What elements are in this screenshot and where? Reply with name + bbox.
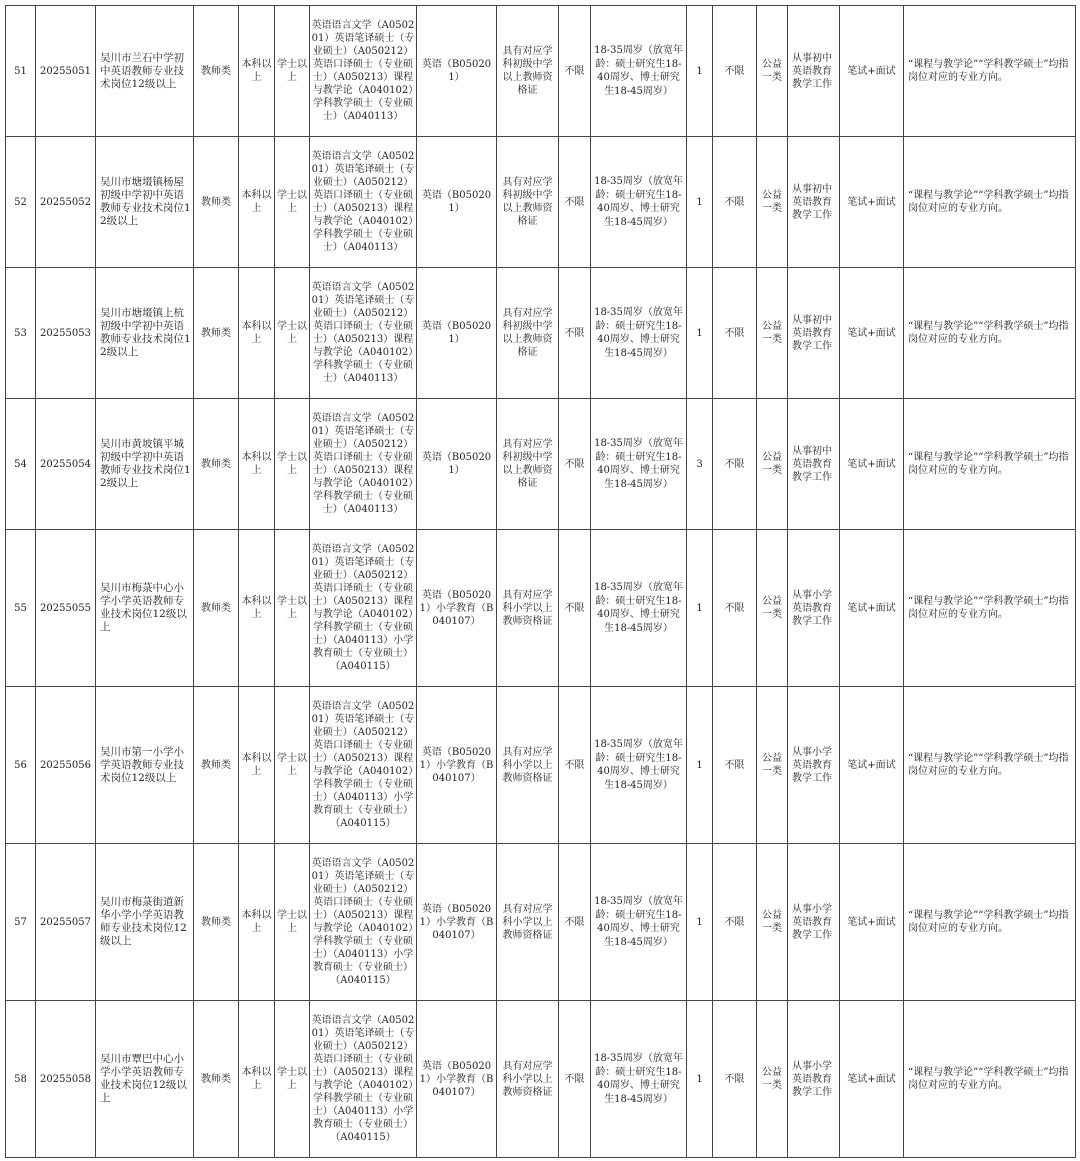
cell-certificate: 具有对应学科小学以上教师资格证: [497, 530, 559, 687]
cell-pos: 吴川市第一小学小学英语教师专业技术岗位12级以上: [96, 687, 194, 844]
cell-code: 20255051: [36, 6, 96, 137]
cell-pos: 吴川市塘㙍镇上杭初级中学初中英语教师专业技术岗位12级以上: [96, 268, 194, 399]
cell-remarks: “课程与教学论”“学科教学硕士”均指岗位对应的专业方向。: [904, 399, 1076, 530]
cell-category: 教师类: [194, 1001, 239, 1158]
cell-degree: 学士以上: [275, 399, 310, 530]
cell-unit-type: 公益一类: [757, 399, 788, 530]
cell-undergrad: 英语（B050201）: [417, 137, 497, 268]
cell-quota: 1: [687, 687, 713, 844]
cell-quota: 3: [687, 399, 713, 530]
cell-exam: 笔试+面试: [840, 530, 904, 687]
cell-other: 不限: [713, 1001, 757, 1158]
cell-major: 英语语言文学（A050201）英语笔译硕士（专业硕士）（A050212）英语口译硕士（专业硕士）（A050213）课程与教学论（A040102）学科教学硕士（专业硕士）（A040113）: [310, 6, 417, 137]
cell-other: 不限: [713, 399, 757, 530]
cell-duties: 从事初中英语教育教学工作: [788, 6, 840, 137]
cell-no: 55: [6, 530, 36, 687]
table-row: [6, 1001, 1076, 1158]
cell-undergrad: 英语（B050201）小学教育（B040107）: [417, 844, 497, 1001]
cell-exam: 笔试+面试: [840, 399, 904, 530]
cell-code: 20255057: [36, 844, 96, 1001]
cell-unit-type: 公益一类: [757, 844, 788, 1001]
cell-category: 教师类: [194, 268, 239, 399]
cell-code: 20255055: [36, 530, 96, 687]
cell-degree: 学士以上: [275, 137, 310, 268]
cell-duties: 从事小学英语教育教学工作: [788, 530, 840, 687]
cell-education: 本科以上: [239, 687, 275, 844]
cell-major: 英语语言文学（A050201）英语笔译硕士（专业硕士）（A050212）英语口译硕士（专业硕士）（A050213）课程与教学论（A040102）学科教学硕士（专业硕士）（A040113）: [310, 268, 417, 399]
cell-education: 本科以上: [239, 1001, 275, 1158]
cell-remarks: “课程与教学论”“学科教学硕士”均指岗位对应的专业方向。: [904, 1001, 1076, 1158]
cell-duties: 从事初中英语教育教学工作: [788, 399, 840, 530]
cell-education: 本科以上: [239, 137, 275, 268]
cell-undergrad: 英语（B050201）: [417, 399, 497, 530]
cell-major: 英语语言文学（A050201）英语笔译硕士（专业硕士）（A050212）英语口译硕士（专业硕士）（A050213）课程与教学论（A040102）学科教学硕士（专业硕士）（A040113）小学教育硕士（专业硕士）（A040115）: [310, 687, 417, 844]
cell-major: 英语语言文学（A050201）英语笔译硕士（专业硕士）（A050212）英语口译硕士（专业硕士）（A050213）课程与教学论（A040102）学科教学硕士（专业硕士）（A040113）小学教育硕士（专业硕士）（A040115）: [310, 1001, 417, 1158]
cell-exam: 笔试+面试: [840, 268, 904, 399]
cell-no: 53: [6, 268, 36, 399]
cell-no: 54: [6, 399, 36, 530]
table-row: [6, 399, 1076, 530]
cell-remarks: “课程与教学论”“学科教学硕士”均指岗位对应的专业方向。: [904, 268, 1076, 399]
cell-unit-type: 公益一类: [757, 137, 788, 268]
cell-quota: 1: [687, 268, 713, 399]
cell-gender: 不限: [559, 6, 591, 137]
cell-age: 18-35周岁（放宽年龄：硕士研究生18-40周岁、博士研究生18-45周岁）: [591, 399, 687, 530]
cell-certificate: 具有对应学科初级中学以上教师资格证: [497, 137, 559, 268]
cell-category: 教师类: [194, 6, 239, 137]
cell-degree: 学士以上: [275, 6, 310, 137]
table-row: [6, 137, 1076, 268]
cell-certificate: 具有对应学科初级中学以上教师资格证: [497, 6, 559, 137]
cell-gender: 不限: [559, 1001, 591, 1158]
cell-unit-type: 公益一类: [757, 1001, 788, 1158]
cell-gender: 不限: [559, 399, 591, 530]
cell-gender: 不限: [559, 268, 591, 399]
cell-age: 18-35周岁（放宽年龄：硕士研究生18-40周岁、博士研究生18-45周岁）: [591, 530, 687, 687]
cell-no: 56: [6, 687, 36, 844]
cell-quota: 1: [687, 1001, 713, 1158]
cell-other: 不限: [713, 137, 757, 268]
cell-category: 教师类: [194, 530, 239, 687]
table-row: [6, 268, 1076, 399]
cell-certificate: 具有对应学科初级中学以上教师资格证: [497, 268, 559, 399]
cell-gender: 不限: [559, 530, 591, 687]
cell-code: 20255058: [36, 1001, 96, 1158]
cell-degree: 学士以上: [275, 687, 310, 844]
cell-age: 18-35周岁（放宽年龄：硕士研究生18-40周岁、博士研究生18-45周岁）: [591, 1001, 687, 1158]
table-row: [6, 844, 1076, 1001]
cell-education: 本科以上: [239, 399, 275, 530]
cell-education: 本科以上: [239, 6, 275, 137]
cell-quota: 1: [687, 844, 713, 1001]
cell-category: 教师类: [194, 687, 239, 844]
cell-degree: 学士以上: [275, 844, 310, 1001]
cell-major: 英语语言文学（A050201）英语笔译硕士（专业硕士）（A050212）英语口译硕士（专业硕士）（A050213）课程与教学论（A040102）学科教学硕士（专业硕士）（A040113）: [310, 399, 417, 530]
cell-degree: 学士以上: [275, 1001, 310, 1158]
cell-age: 18-35周岁（放宽年龄：硕士研究生18-40周岁、博士研究生18-45周岁）: [591, 137, 687, 268]
table-row: [6, 530, 1076, 687]
cell-degree: 学士以上: [275, 268, 310, 399]
cell-other: 不限: [713, 530, 757, 687]
cell-code: 20255056: [36, 687, 96, 844]
cell-gender: 不限: [559, 687, 591, 844]
cell-pos: 吴川市梅菉中心小学小学英语教师专业技术岗位12级以上: [96, 530, 194, 687]
cell-exam: 笔试+面试: [840, 844, 904, 1001]
cell-gender: 不限: [559, 844, 591, 1001]
cell-remarks: “课程与教学论”“学科教学硕士”均指岗位对应的专业方向。: [904, 137, 1076, 268]
cell-undergrad: 英语（B050201）小学教育（B040107）: [417, 1001, 497, 1158]
cell-pos: 吴川市覃巴中心小学小学英语教师专业技术岗位12级以上: [96, 1001, 194, 1158]
cell-major: 英语语言文学（A050201）英语笔译硕士（专业硕士）（A050212）英语口译硕士（专业硕士）（A050213）课程与教学论（A040102）学科教学硕士（专业硕士）（A040113）小学教育硕士（专业硕士）（A040115）: [310, 530, 417, 687]
cell-exam: 笔试+面试: [840, 6, 904, 137]
cell-certificate: 具有对应学科小学以上教师资格证: [497, 1001, 559, 1158]
cell-quota: 1: [687, 530, 713, 687]
cell-remarks: “课程与教学论”“学科教学硕士”均指岗位对应的专业方向。: [904, 530, 1076, 687]
cell-remarks: “课程与教学论”“学科教学硕士”均指岗位对应的专业方向。: [904, 687, 1076, 844]
cell-code: 20255052: [36, 137, 96, 268]
recruitment-table: [5, 5, 1076, 1158]
cell-degree: 学士以上: [275, 530, 310, 687]
cell-other: 不限: [713, 844, 757, 1001]
cell-certificate: 具有对应学科小学以上教师资格证: [497, 844, 559, 1001]
cell-major: 英语语言文学（A050201）英语笔译硕士（专业硕士）（A050212）英语口译硕士（专业硕士）（A050213）课程与教学论（A040102）学科教学硕士（专业硕士）（A040113）: [310, 137, 417, 268]
cell-other: 不限: [713, 268, 757, 399]
cell-duties: 从事小学英语教育教学工作: [788, 844, 840, 1001]
cell-unit-type: 公益一类: [757, 6, 788, 137]
cell-duties: 从事小学英语教育教学工作: [788, 687, 840, 844]
cell-undergrad: 英语（B050201）小学教育（B040107）: [417, 530, 497, 687]
cell-category: 教师类: [194, 399, 239, 530]
cell-undergrad: 英语（B050201）小学教育（B040107）: [417, 687, 497, 844]
cell-category: 教师类: [194, 137, 239, 268]
cell-age: 18-35周岁（放宽年龄：硕士研究生18-40周岁、博士研究生18-45周岁）: [591, 6, 687, 137]
cell-code: 20255053: [36, 268, 96, 399]
cell-pos: 吴川市塘㙍镇杨屋初级中学初中英语教师专业技术岗位12级以上: [96, 137, 194, 268]
cell-duties: 从事小学英语教育教学工作: [788, 1001, 840, 1158]
cell-education: 本科以上: [239, 530, 275, 687]
cell-certificate: 具有对应学科初级中学以上教师资格证: [497, 399, 559, 530]
cell-pos: 吴川市黄坡镇平城初级中学初中英语教师专业技术岗位12级以上: [96, 399, 194, 530]
cell-no: 51: [6, 6, 36, 137]
cell-quota: 1: [687, 6, 713, 137]
cell-education: 本科以上: [239, 268, 275, 399]
cell-no: 57: [6, 844, 36, 1001]
cell-no: 52: [6, 137, 36, 268]
cell-pos: 吴川市梅菉街道新华小学小学英语教师专业技术岗位12级以上: [96, 844, 194, 1001]
cell-age: 18-35周岁（放宽年龄：硕士研究生18-40周岁、博士研究生18-45周岁）: [591, 687, 687, 844]
cell-quota: 1: [687, 137, 713, 268]
cell-pos: 吴川市兰石中学初中英语教师专业技术岗位12级以上: [96, 6, 194, 137]
cell-age: 18-35周岁（放宽年龄：硕士研究生18-40周岁、博士研究生18-45周岁）: [591, 844, 687, 1001]
cell-no: 58: [6, 1001, 36, 1158]
cell-unit-type: 公益一类: [757, 268, 788, 399]
cell-exam: 笔试+面试: [840, 137, 904, 268]
cell-exam: 笔试+面试: [840, 687, 904, 844]
cell-unit-type: 公益一类: [757, 530, 788, 687]
cell-major: 英语语言文学（A050201）英语笔译硕士（专业硕士）（A050212）英语口译硕士（专业硕士）（A050213）课程与教学论（A040102）学科教学硕士（专业硕士）（A040113）小学教育硕士（专业硕士）（A040115）: [310, 844, 417, 1001]
cell-category: 教师类: [194, 844, 239, 1001]
table-row: [6, 6, 1076, 137]
cell-duties: 从事初中英语教育教学工作: [788, 268, 840, 399]
cell-exam: 笔试+面试: [840, 1001, 904, 1158]
cell-code: 20255054: [36, 399, 96, 530]
cell-unit-type: 公益一类: [757, 687, 788, 844]
cell-undergrad: 英语（B050201）: [417, 6, 497, 137]
cell-other: 不限: [713, 6, 757, 137]
cell-remarks: “课程与教学论”“学科教学硕士”均指岗位对应的专业方向。: [904, 844, 1076, 1001]
cell-duties: 从事初中英语教育教学工作: [788, 137, 840, 268]
cell-remarks: “课程与教学论”“学科教学硕士”均指岗位对应的专业方向。: [904, 6, 1076, 137]
cell-undergrad: 英语（B050201）: [417, 268, 497, 399]
cell-certificate: 具有对应学科小学以上教师资格证: [497, 687, 559, 844]
cell-gender: 不限: [559, 137, 591, 268]
cell-other: 不限: [713, 687, 757, 844]
cell-education: 本科以上: [239, 844, 275, 1001]
table-row: [6, 687, 1076, 844]
cell-age: 18-35周岁（放宽年龄：硕士研究生18-40周岁、博士研究生18-45周岁）: [591, 268, 687, 399]
